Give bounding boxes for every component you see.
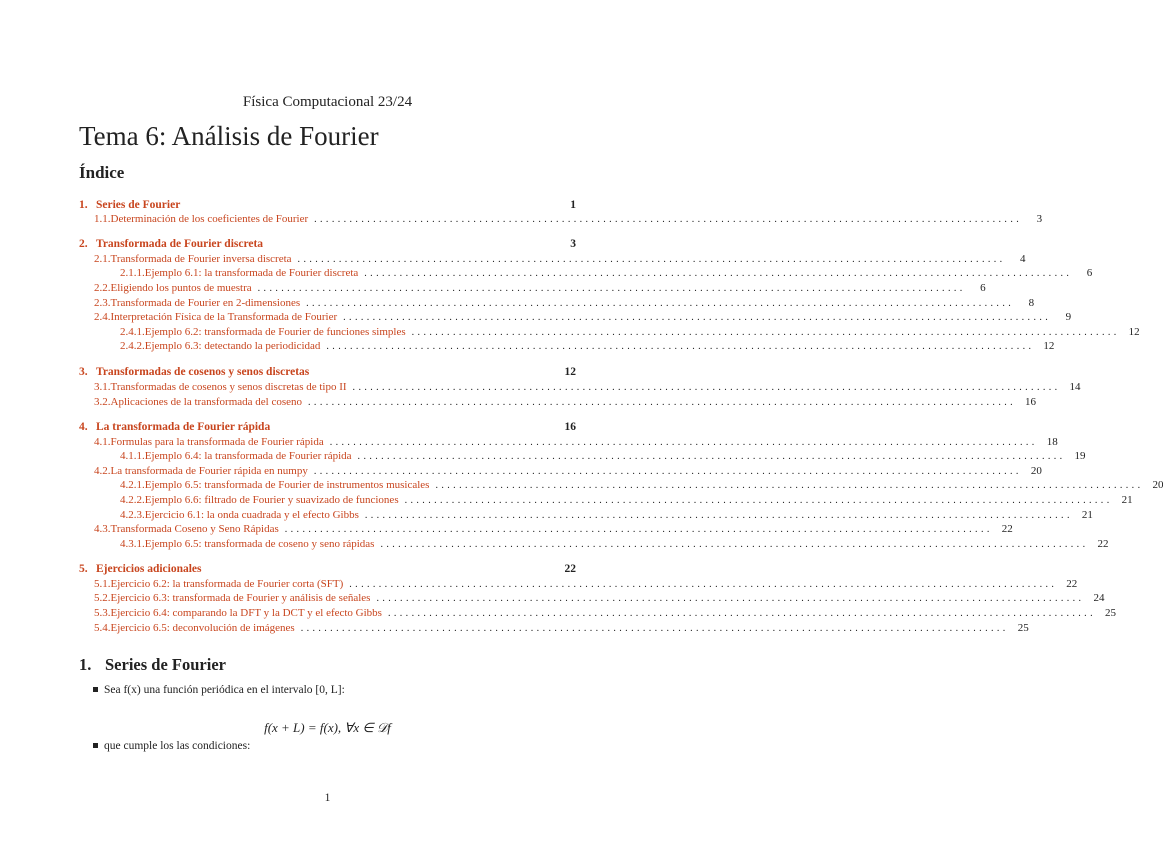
toc-label: Ejemplo 6.5: transformada de coseno y seno rápidas <box>144 538 375 550</box>
toc-number: 2.4. <box>94 311 111 323</box>
toc-page-number: 20 <box>1152 479 1163 491</box>
toc-leader-dots: ........................................................................................................................ <box>326 341 1035 352</box>
toc-subsection-link[interactable] <box>94 465 1042 479</box>
toc-number: 5. <box>79 563 88 575</box>
toc-leader-dots: ........................................................................................................................ <box>380 539 1089 550</box>
toc-subsection-link[interactable] <box>94 592 1105 606</box>
page-number: 1 <box>324 792 331 804</box>
toc-label: Interpretación Física de la Transformada de Fourier <box>110 311 338 323</box>
toc-subsection-link[interactable] <box>94 396 1037 410</box>
toc-number: 4.1.1. <box>120 450 145 462</box>
toc-page-number: 22 <box>1001 523 1013 535</box>
toc-label: La transformada de Fourier rápida <box>96 421 271 433</box>
toc-leader-dots: ........................................................................................................................ <box>343 312 1052 323</box>
toc-number: 4.1. <box>94 436 111 448</box>
toc-label: Series de Fourier <box>96 199 181 211</box>
toc-number: 4.2. <box>94 465 111 477</box>
toc-page-number: 12 <box>1043 340 1055 352</box>
toc-label: Ejemplo 6.3: detectando la periodicidad <box>144 340 321 352</box>
toc-number: 1.1. <box>94 213 111 225</box>
toc-number: 3.1. <box>94 381 111 393</box>
toc-page-number: 3 <box>570 238 576 250</box>
toc-page-number: 22 <box>564 563 576 575</box>
toc-number: 2.2. <box>94 282 111 294</box>
toc-label: Transformadas de cosenos y senos discretas <box>96 366 310 378</box>
toc-subsubsection-link[interactable] <box>120 326 1140 340</box>
toc-leader-dots: ........................................................................................................................ <box>300 623 1009 634</box>
toc-subsection-link[interactable] <box>94 578 1078 592</box>
toc-leader-dots: ........................................................................................................................ <box>435 480 1144 491</box>
toc-number: 4. <box>79 421 88 433</box>
toc-page-number: 6 <box>980 282 986 294</box>
toc-leader-dots: ........................................................................................................................ <box>257 283 966 294</box>
toc-number: 3. <box>79 366 88 378</box>
toc-label: Eligiendo los puntos de muestra <box>110 282 252 294</box>
toc-page-number: 21 <box>1081 509 1093 521</box>
toc-number: 5.4. <box>94 622 111 634</box>
toc-label: Transformada Coseno y Seno Rápidas <box>110 523 279 535</box>
toc-label: Ejercicio 6.1: la onda cuadrada y el efecto Gibbs <box>144 509 359 521</box>
toc-label: Ejercicio 6.2: la transformada de Fourier corta (SFT) <box>110 578 344 590</box>
toc-section-link[interactable] <box>79 199 576 213</box>
toc-page-number: 24 <box>1093 592 1105 604</box>
toc-subsection-link[interactable] <box>94 523 1013 537</box>
toc-page-number: 14 <box>1069 381 1081 393</box>
toc-page-number: 8 <box>1028 297 1035 309</box>
toc-leader-dots: ........................................................................................................................ <box>357 451 1066 462</box>
toc-label: Ejemplo 6.6: filtrado de Fourier y suavizado de funciones <box>144 494 399 506</box>
toc-label: La transformada de Fourier rápida en numpy <box>110 465 308 477</box>
toc-number: 4.2.3. <box>120 509 145 521</box>
toc-number: 2.3. <box>94 297 111 309</box>
toc-label: Ejemplo 6.2: transformada de Fourier de funciones simples <box>144 326 406 338</box>
toc-page-number: 9 <box>1065 311 1072 323</box>
toc-page-number: 21 <box>1121 494 1133 506</box>
toc-page-number: 12 <box>564 366 576 378</box>
toc-subsection-link[interactable] <box>94 311 1072 325</box>
toc-number: 5.3. <box>94 607 111 619</box>
toc-subsubsection-link[interactable] <box>120 267 1093 281</box>
toc-page-number: 25 <box>1104 607 1116 619</box>
toc-label: Ejemplo 6.5: transformada de Fourier de instrumentos musicales <box>144 479 430 491</box>
toc-subsection-link[interactable] <box>94 436 1058 450</box>
toc-label: Ejercicio 6.4: comparando la DFT y la DCT y el efecto Gibbs <box>110 607 382 619</box>
bullet-item <box>93 740 250 752</box>
toc-page-number: 6 <box>1086 267 1093 279</box>
section-heading <box>79 655 226 675</box>
toc-subsubsection-link[interactable] <box>120 494 1133 508</box>
toc-number: 5.2. <box>94 592 111 604</box>
toc-page-number: 22 <box>1066 578 1078 590</box>
toc-label: Formulas para la transformada de Fourier rápida <box>110 436 324 448</box>
toc-leader-dots: ........................................................................................................................ <box>313 466 1022 477</box>
toc-number: 5.1. <box>94 578 111 590</box>
toc-page-number: 25 <box>1017 622 1029 634</box>
toc-page-number: 18 <box>1046 436 1058 448</box>
toc-leader-dots: ........................................................................................................................ <box>329 437 1038 448</box>
toc-page-number: 4 <box>1020 253 1026 265</box>
toc-number: 2.1.1. <box>120 267 145 279</box>
toc-leader-dots: ........................................................................................................................ <box>314 214 1023 225</box>
toc-number: 2.1. <box>94 253 111 265</box>
toc-subsection-link[interactable] <box>94 213 1043 227</box>
toc-number: 3.2. <box>94 396 111 408</box>
toc-label: Ejemplo 6.1: la transformada de Fourier discreta <box>144 267 359 279</box>
toc-subsection-link[interactable] <box>94 607 1116 621</box>
toc-leader-dots: ........................................................................................................................ <box>404 495 1113 506</box>
section-number: 1. <box>79 655 92 674</box>
bullet-item <box>93 684 345 696</box>
toc-label: Ejercicio 6.5: deconvolución de imágenes <box>110 622 295 634</box>
toc-subsubsection-link[interactable] <box>120 538 1109 552</box>
toc-subsubsection-link[interactable] <box>120 479 1163 493</box>
toc-section-link[interactable] <box>79 366 576 380</box>
toc-subsection-link[interactable] <box>94 253 1026 267</box>
toc-subsection-link[interactable] <box>94 282 986 296</box>
toc-number: 4.2.1. <box>120 479 145 491</box>
toc-label: Aplicaciones de la transformada del coseno <box>110 396 303 408</box>
toc-section-link[interactable] <box>79 563 576 577</box>
toc-page-number: 12 <box>1128 326 1140 338</box>
toc-leader-dots: ........................................................................................................................ <box>284 524 993 535</box>
toc-number: 2. <box>79 238 88 250</box>
toc-page-number: 1 <box>570 199 576 211</box>
toc-subsubsection-link[interactable] <box>120 509 1093 523</box>
toc-page-number: 22 <box>1097 538 1109 550</box>
formula: f(x + L) = f(x), ∀x ∈ 𝒟f <box>264 720 391 735</box>
toc-number: 2.4.2. <box>120 340 145 352</box>
toc-number: 4.3.1. <box>120 538 145 550</box>
toc-label: Ejercicio 6.3: transformada de Fourier y análisis de señales <box>110 592 371 604</box>
toc-number: 2.4.1. <box>120 326 145 338</box>
toc-section-link[interactable] <box>79 238 576 252</box>
toc-page-number: 19 <box>1074 450 1086 462</box>
toc-label: Ejemplo 6.4: la transformada de Fourier rápida <box>144 450 352 462</box>
toc-number: 4.2.2. <box>120 494 145 506</box>
toc-leader-dots: ........................................................................................................................ <box>349 579 1058 590</box>
toc-subsubsection-link[interactable] <box>120 450 1086 464</box>
toc-leader-dots: ........................................................................................................................ <box>306 298 1015 309</box>
toc-page-number: 20 <box>1030 465 1042 477</box>
toc-leader-dots: ........................................................................................................................ <box>352 382 1061 393</box>
toc-leader-dots: ........................................................................................................................ <box>387 608 1096 619</box>
section-title: Series de Fourier <box>105 655 226 674</box>
toc-page-number: 3 <box>1036 213 1043 225</box>
toc-label: Transformadas de cosenos y senos discretas de tipo II <box>110 381 347 393</box>
toc-label: Transformada de Fourier inversa discreta <box>110 253 292 265</box>
toc-leader-dots: ........................................................................................................................ <box>376 593 1085 604</box>
bullet-text: que cumple los las condiciones: <box>104 740 251 752</box>
toc-leader-dots: ........................................................................................................................ <box>411 327 1120 338</box>
toc-number: 4.3. <box>94 523 111 535</box>
toc-label: Transformada de Fourier discreta <box>96 238 264 250</box>
toc-leader-dots: ........................................................................................................................ <box>297 254 1006 265</box>
bullet-marker <box>93 743 98 748</box>
index-heading: Índice <box>79 163 125 182</box>
toc-leader-dots: ........................................................................................................................ <box>364 510 1073 521</box>
document-title: Tema 6: Análisis de Fourier <box>79 121 379 151</box>
toc-subsection-link[interactable] <box>94 297 1035 311</box>
toc-number: 1. <box>79 199 88 211</box>
bullet-text: Sea f(x) una función periódica en el intervalo [0, L]: <box>104 684 345 696</box>
toc-subsubsection-link[interactable] <box>120 340 1055 354</box>
toc-subsection-link[interactable] <box>94 622 1029 636</box>
toc-section-link[interactable] <box>79 421 576 435</box>
bullet-marker <box>93 687 98 692</box>
course-name: Física Computacional 23/24 <box>242 94 413 110</box>
toc-page-number: 16 <box>1025 396 1037 408</box>
toc-leader-dots: ........................................................................................................................ <box>308 397 1017 408</box>
toc-page-number: 16 <box>564 421 576 433</box>
toc-label: Transformada de Fourier en 2-dimensiones <box>110 297 301 309</box>
toc-label: Determinación de los coeficientes de Fourier <box>110 213 309 225</box>
toc-subsection-link[interactable] <box>94 381 1081 395</box>
toc-leader-dots: ........................................................................................................................ <box>364 268 1073 279</box>
toc-label: Ejercicios adicionales <box>96 563 202 575</box>
